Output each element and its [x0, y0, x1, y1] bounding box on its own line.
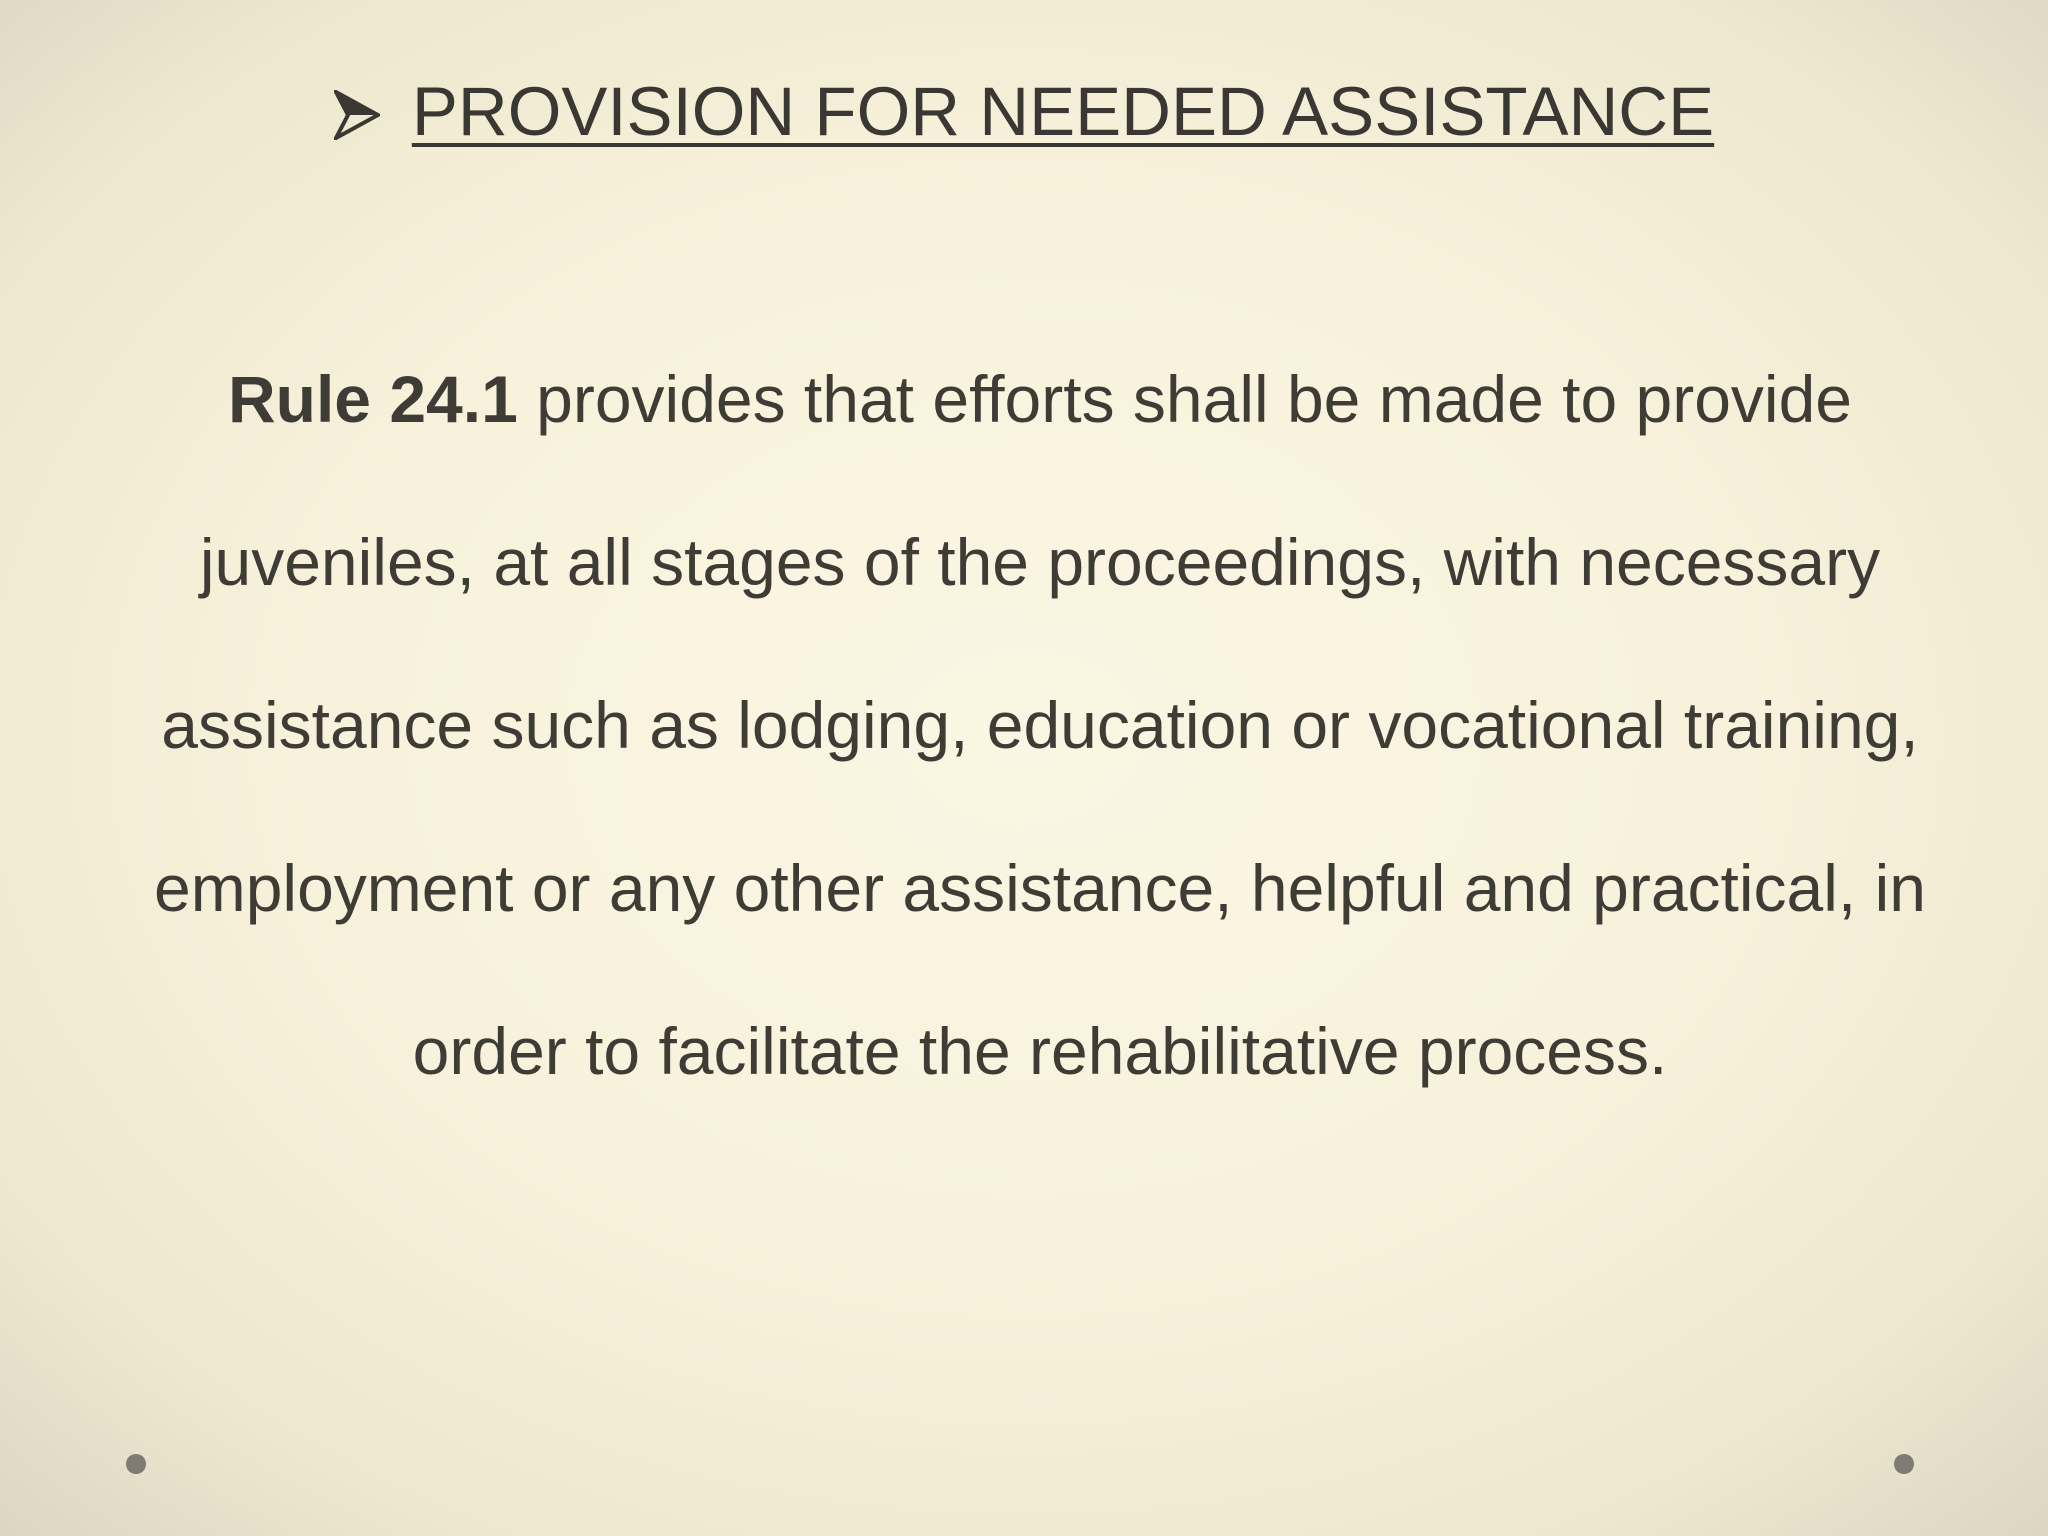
- slide-title: PROVISION FOR NEEDED ASSISTANCE: [411, 73, 1715, 150]
- rule-reference: Rule 24.1: [227, 362, 518, 436]
- body-text: provides that efforts shall be made to provide juveniles, at all stages of the proceedings, with necessary assistance such as lodging, education or vocational training, employment or any other assistance, helpful and practical, in order to facilitate the rehabilitative process.: [154, 362, 1926, 1088]
- slide-title-row: [0, 70, 2048, 154]
- slide-body-paragraph: [110, 318, 1970, 1133]
- dot-icon: [1894, 1454, 1914, 1474]
- arrowhead-bullet-icon: [334, 90, 380, 140]
- dot-icon: [126, 1454, 146, 1474]
